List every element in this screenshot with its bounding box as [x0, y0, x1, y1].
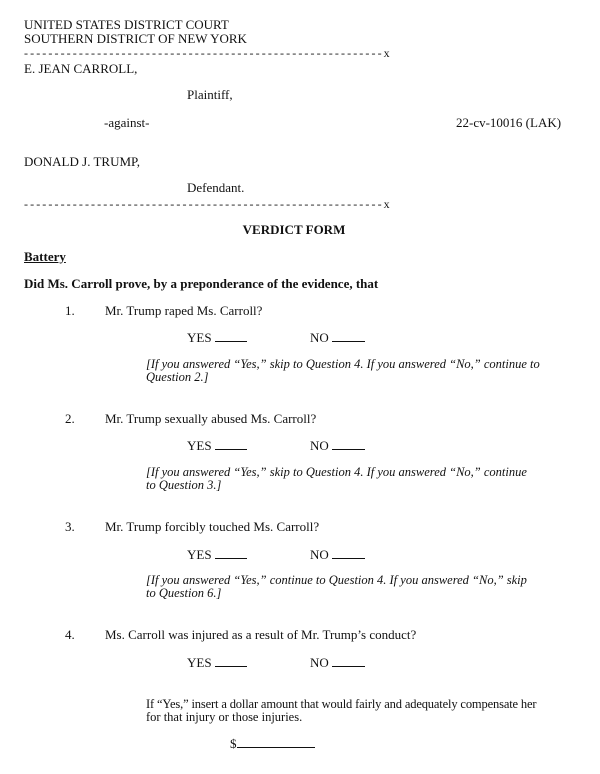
- no-label: NO: [310, 438, 329, 453]
- defendant-name: DONALD J. TRUMP,: [24, 154, 141, 169]
- yes-label: YES: [187, 655, 212, 670]
- yes-label: YES: [187, 330, 212, 345]
- court-name-line1: UNITED STATES DISTRICT COURT: [24, 17, 229, 32]
- damages-amount-blank[interactable]: [237, 737, 315, 748]
- question-3-yes-blank[interactable]: [215, 548, 247, 559]
- caption-top-rule-x: x: [383, 46, 392, 60]
- question-3-text: Mr. Trump forcibly touched Ms. Carroll?: [105, 519, 320, 534]
- question-2-number: 2.: [65, 411, 75, 426]
- question-1-number: 1.: [65, 303, 75, 318]
- question-3-instruction-line2: to Question 6.]: [146, 586, 222, 600]
- question-4-yes: [187, 656, 247, 670]
- question-3-instruction-line1: [If you answered “Yes,” continue to Question 4. If you answered “No,” skip: [146, 573, 527, 587]
- defendant-label: Defendant.: [187, 180, 245, 195]
- question-4-number: 4.: [65, 627, 75, 642]
- no-label: NO: [310, 655, 329, 670]
- question-4-text: Ms. Carroll was injured as a result of Mr. Trump’s conduct?: [105, 627, 417, 642]
- court-name-line2: SOUTHERN DISTRICT OF NEW YORK: [24, 31, 247, 46]
- caption-bottom-rule-x: x: [383, 197, 392, 211]
- against-label: -against-: [104, 115, 150, 130]
- caption-top-rule: -----------------------------------------------------------x: [24, 46, 392, 60]
- caption-bottom-rule: -----------------------------------------------------------x: [24, 197, 392, 211]
- question-2-text: Mr. Trump sexually abused Ms. Carroll?: [105, 411, 317, 426]
- plaintiff-name: E. JEAN CARROLL,: [24, 61, 138, 76]
- case-number: 22-cv-10016 (LAK): [456, 115, 562, 130]
- question-1-yes-blank[interactable]: [215, 331, 247, 342]
- plaintiff-label: Plaintiff,: [187, 87, 233, 102]
- question-3-number: 3.: [65, 519, 75, 534]
- question-2-instruction-line1: [If you answered “Yes,” skip to Question 4. If you answered “No,” continue: [146, 465, 527, 479]
- question-4-no: [310, 656, 365, 670]
- no-label: NO: [310, 547, 329, 562]
- question-3-no: [310, 548, 365, 562]
- question-3-no-blank[interactable]: [332, 548, 365, 559]
- question-3-yes: [187, 548, 247, 562]
- yes-label: YES: [187, 438, 212, 453]
- question-4-yes-blank[interactable]: [215, 656, 247, 667]
- yes-label: YES: [187, 547, 212, 562]
- question-2-instruction-line2: to Question 3.]: [146, 478, 222, 492]
- question-2-no-blank[interactable]: [332, 439, 365, 450]
- question-1-text: Mr. Trump raped Ms. Carroll?: [105, 303, 263, 318]
- section-heading: Battery: [24, 249, 66, 264]
- question-2-no: [310, 439, 365, 453]
- question-1-no: [310, 331, 365, 345]
- question-2-yes: [187, 439, 247, 453]
- damages-amount: [230, 737, 315, 751]
- question-4-no-blank[interactable]: [332, 656, 365, 667]
- no-label: NO: [310, 330, 329, 345]
- question-4-instruction-line1: If “Yes,” insert a dollar amount that would fairly and adequately compensate her: [146, 697, 537, 711]
- question-4-instruction-line2: for that injury or those injuries.: [146, 710, 303, 724]
- question-1-instruction-line2: Question 2.]: [146, 370, 209, 384]
- question-2-yes-blank[interactable]: [215, 439, 247, 450]
- question-1-no-blank[interactable]: [332, 331, 365, 342]
- dollar-sign: $: [230, 736, 237, 751]
- form-prompt: Did Ms. Carroll prove, by a preponderance of the evidence, that: [24, 276, 379, 291]
- question-1-instruction-line1: [If you answered “Yes,” skip to Question 4. If you answered “No,” continue to: [146, 357, 540, 371]
- question-1-yes: [187, 331, 247, 345]
- form-title: VERDICT FORM: [242, 222, 346, 237]
